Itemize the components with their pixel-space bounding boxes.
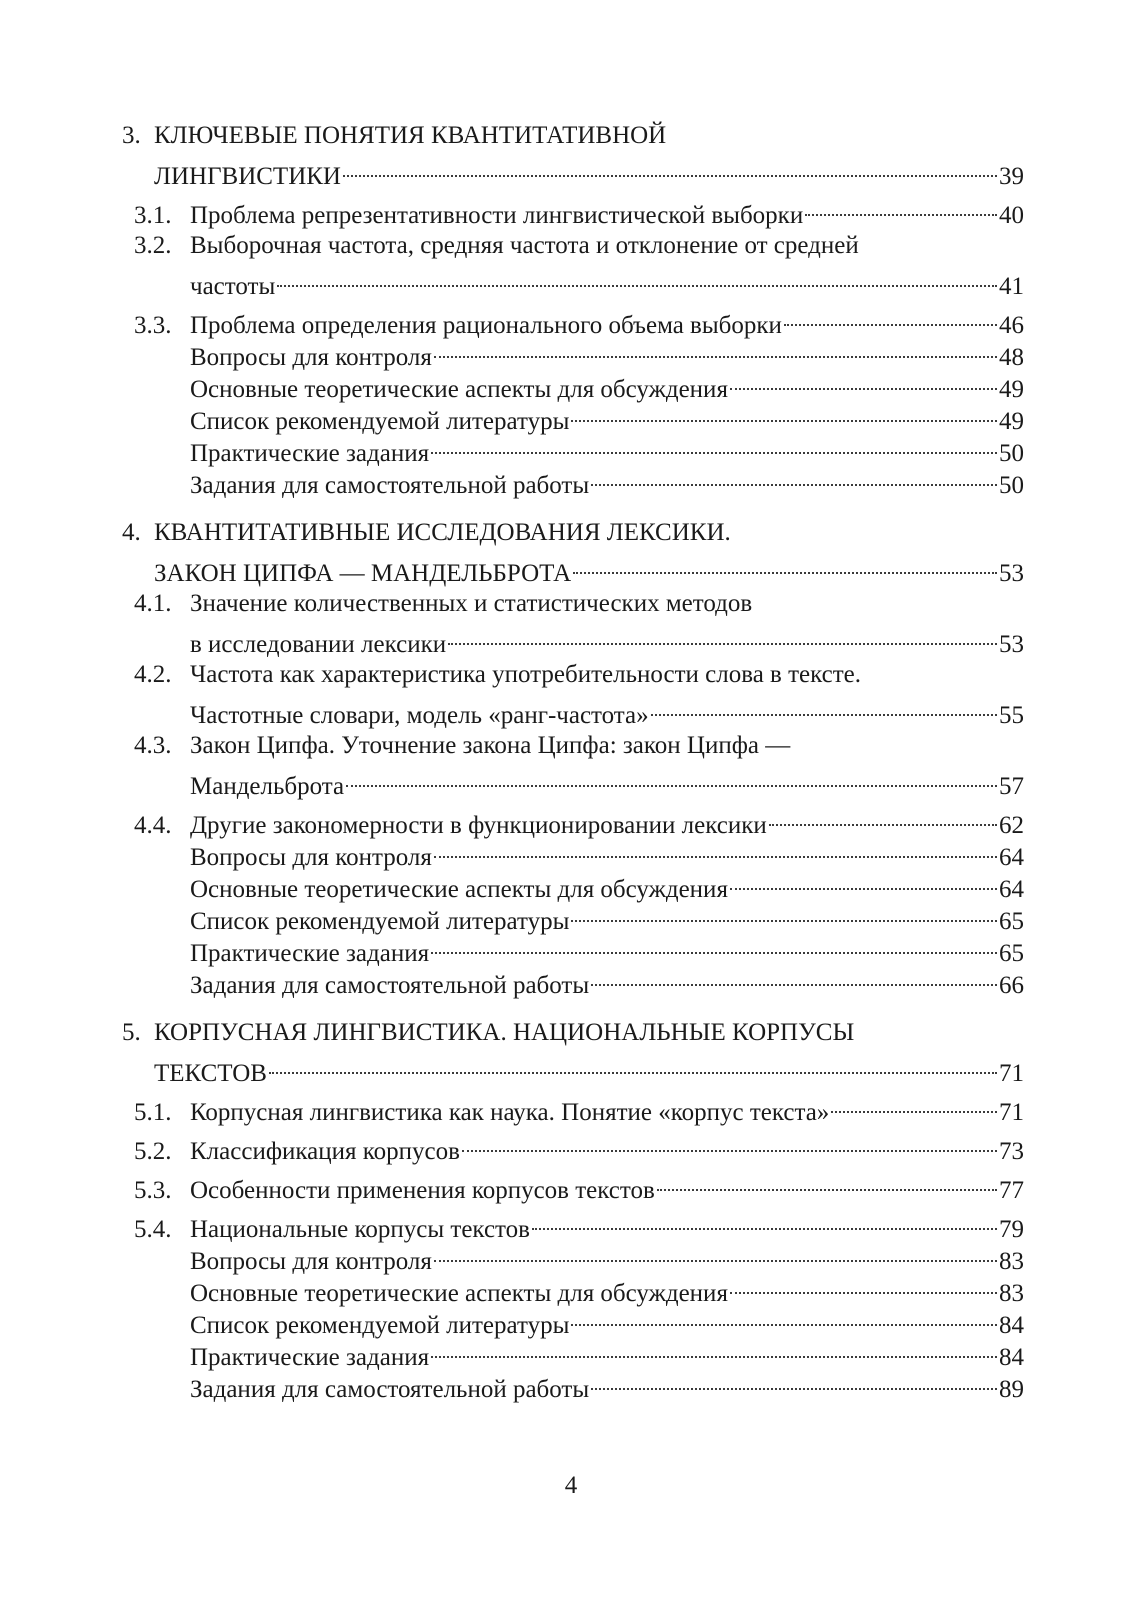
dot-leader xyxy=(448,620,997,652)
subitem-title: Практические задания xyxy=(190,940,430,967)
page-ref: 49 xyxy=(999,376,1024,403)
page-ref: 48 xyxy=(999,344,1024,371)
subitem-title: Список рекомендуемой литературы xyxy=(190,908,570,935)
section-title: Значение количественных и статистических методов xyxy=(190,590,753,617)
chapter-title: ЗАКОН ЦИПФА — МАНДЕЛЬБРОТА xyxy=(154,560,572,587)
section-title: Особенности применения корпусов текстов xyxy=(190,1177,655,1204)
page-ref: 57 xyxy=(999,773,1024,800)
dot-leader xyxy=(591,961,997,993)
chapter-title: ТЕКСТОВ xyxy=(154,1060,267,1087)
subitem-title: Список рекомендуемой литературы xyxy=(190,1312,570,1339)
page-ref: 64 xyxy=(999,876,1024,903)
chapter-5 xyxy=(122,1017,1024,1403)
subitem-title: Практические задания xyxy=(190,440,430,467)
page-ref: 53 xyxy=(999,560,1024,587)
section-title: Частотные словари, модель «ранг-частота» xyxy=(190,702,649,729)
toc-section-cont xyxy=(122,691,1024,729)
section-number: 4.4. xyxy=(134,812,172,839)
chapter-4 xyxy=(122,517,1024,999)
section-number: 3.3. xyxy=(134,312,172,339)
dot-leader xyxy=(657,1166,997,1198)
toc-section xyxy=(122,1088,1024,1126)
dot-leader xyxy=(831,1088,997,1120)
page-ref: 39 xyxy=(999,163,1024,190)
chapter-title: ЛИНГВИСТИКИ xyxy=(154,163,341,190)
dot-leader xyxy=(431,429,997,461)
dot-leader xyxy=(277,262,997,294)
dot-leader xyxy=(805,191,997,223)
subitem-title: Задания для самостоятельной работы xyxy=(190,972,590,999)
section-title: Другие закономерности в функционировании лексики xyxy=(190,812,767,839)
subitem-title: Основные теоретические аспекты для обсуждения xyxy=(190,876,728,903)
page-ref: 73 xyxy=(999,1138,1024,1165)
table-of-contents xyxy=(122,120,1024,1403)
dot-leader xyxy=(730,865,997,897)
toc-section xyxy=(122,191,1024,229)
page-ref: 55 xyxy=(999,702,1024,729)
chapter-title-line xyxy=(122,549,1024,587)
chapter-number: 3. xyxy=(122,122,141,149)
page-ref: 65 xyxy=(999,908,1024,935)
section-number: 5.3. xyxy=(134,1177,172,1204)
page-ref: 64 xyxy=(999,844,1024,871)
section-number: 3.1. xyxy=(134,202,172,229)
section-title: Национальные корпусы текстов xyxy=(190,1216,530,1243)
page-ref: 65 xyxy=(999,940,1024,967)
dot-leader xyxy=(431,929,997,961)
toc-section-cont xyxy=(122,620,1024,658)
toc-section-cont xyxy=(122,762,1024,800)
section-title: Проблема определения рационального объема выборки xyxy=(190,312,782,339)
chapter-title: КЛЮЧЕВЫЕ ПОНЯТИЯ КВАНТИТАТИВНОЙ xyxy=(154,122,667,149)
chapter-number: 5. xyxy=(122,1019,141,1046)
dot-leader xyxy=(573,549,997,581)
page-ref: 77 xyxy=(999,1177,1024,1204)
section-title: Корпусная лингвистика как наука. Понятие «корпус текста» xyxy=(190,1099,830,1126)
chapter-title: КВАНТИТАТИВНЫЕ ИССЛЕДОВАНИЯ ЛЕКСИКИ. xyxy=(154,519,731,546)
page-ref: 62 xyxy=(999,812,1024,839)
dot-leader xyxy=(462,1127,997,1159)
toc-section xyxy=(122,230,1024,262)
page-ref: 53 xyxy=(999,631,1024,658)
section-number: 3.2. xyxy=(134,232,172,259)
dot-leader xyxy=(730,1269,997,1301)
dot-leader xyxy=(591,461,997,493)
subitem-title: Основные теоретические аспекты для обсуждения xyxy=(190,1280,728,1307)
page-ref: 84 xyxy=(999,1312,1024,1339)
toc-section xyxy=(122,588,1024,620)
chapter-title-line xyxy=(122,517,1024,549)
page-ref: 83 xyxy=(999,1280,1024,1307)
dot-leader xyxy=(784,301,997,333)
section-title: Проблема репрезентативности лингвистической выборки xyxy=(190,202,804,229)
page-ref: 71 xyxy=(999,1099,1024,1126)
section-number: 5.1. xyxy=(134,1099,172,1126)
section-title: Закон Ципфа. Уточнение закона Ципфа: закон Ципфа — xyxy=(190,732,791,759)
dot-leader xyxy=(571,397,997,429)
toc-section xyxy=(122,1205,1024,1243)
toc-section xyxy=(122,301,1024,339)
page-ref: 79 xyxy=(999,1216,1024,1243)
toc-section xyxy=(122,801,1024,839)
toc-section xyxy=(122,659,1024,691)
dot-leader xyxy=(343,152,997,184)
page-ref: 50 xyxy=(999,440,1024,467)
section-title: Классификация корпусов xyxy=(190,1138,460,1165)
subitem-title: Практические задания xyxy=(190,1344,430,1371)
dot-leader xyxy=(571,1301,997,1333)
section-number: 4.1. xyxy=(134,590,172,617)
subitem-title: Вопросы для контроля xyxy=(190,844,432,871)
chapter-title: КОРПУСНАЯ ЛИНГВИСТИКА. НАЦИОНАЛЬНЫЕ КОРПУСЫ xyxy=(154,1019,855,1046)
section-number: 4.2. xyxy=(134,661,172,688)
toc-section xyxy=(122,1127,1024,1165)
page-ref: 40 xyxy=(999,202,1024,229)
section-title: Частота как характеристика употребительности слова в тексте. xyxy=(190,661,862,688)
dot-leader xyxy=(730,365,997,397)
chapter-title-line xyxy=(122,1049,1024,1087)
section-number: 5.4. xyxy=(134,1216,172,1243)
page-ref: 46 xyxy=(999,312,1024,339)
page-ref: 49 xyxy=(999,408,1024,435)
section-number: 5.2. xyxy=(134,1138,172,1165)
dot-leader xyxy=(346,762,997,794)
page-ref: 66 xyxy=(999,972,1024,999)
toc-section-cont xyxy=(122,262,1024,300)
dot-leader xyxy=(532,1205,997,1237)
dot-leader xyxy=(651,691,997,723)
toc-section xyxy=(122,1166,1024,1204)
section-title: Выборочная частота, средняя частота и отклонение от средней xyxy=(190,232,859,259)
page-ref: 83 xyxy=(999,1248,1024,1275)
section-title: Мандельброта xyxy=(190,773,345,800)
subitem-title: Список рекомендуемой литературы xyxy=(190,408,570,435)
dot-leader xyxy=(434,333,997,365)
section-title: частоты xyxy=(190,273,276,300)
chapter-title-line xyxy=(122,152,1024,190)
subitem-title: Задания для самостоятельной работы xyxy=(190,1376,590,1403)
subitem-title: Задания для самостоятельной работы xyxy=(190,472,590,499)
dot-leader xyxy=(434,1237,997,1269)
page-ref: 50 xyxy=(999,472,1024,499)
chapter-number: 4. xyxy=(122,519,141,546)
dot-leader xyxy=(434,833,997,865)
page-ref: 71 xyxy=(999,1060,1024,1087)
dot-leader xyxy=(571,897,997,929)
page-ref: 84 xyxy=(999,1344,1024,1371)
section-number: 4.3. xyxy=(134,732,172,759)
page-number: 4 xyxy=(564,1472,578,1499)
dot-leader xyxy=(769,801,997,833)
dot-leader xyxy=(591,1365,997,1397)
chapter-3 xyxy=(122,120,1024,499)
dot-leader xyxy=(431,1333,997,1365)
subitem-title: Вопросы для контроля xyxy=(190,1248,432,1275)
page-ref: 41 xyxy=(999,273,1024,300)
chapter-title-line xyxy=(122,120,1024,152)
toc-section xyxy=(122,730,1024,762)
dot-leader xyxy=(269,1049,997,1081)
chapter-title-line xyxy=(122,1017,1024,1049)
section-title: в исследовании лексики xyxy=(190,631,447,658)
subitem-title: Основные теоретические аспекты для обсуждения xyxy=(190,376,728,403)
subitem-title: Вопросы для контроля xyxy=(190,344,432,371)
page-ref: 89 xyxy=(999,1376,1024,1403)
